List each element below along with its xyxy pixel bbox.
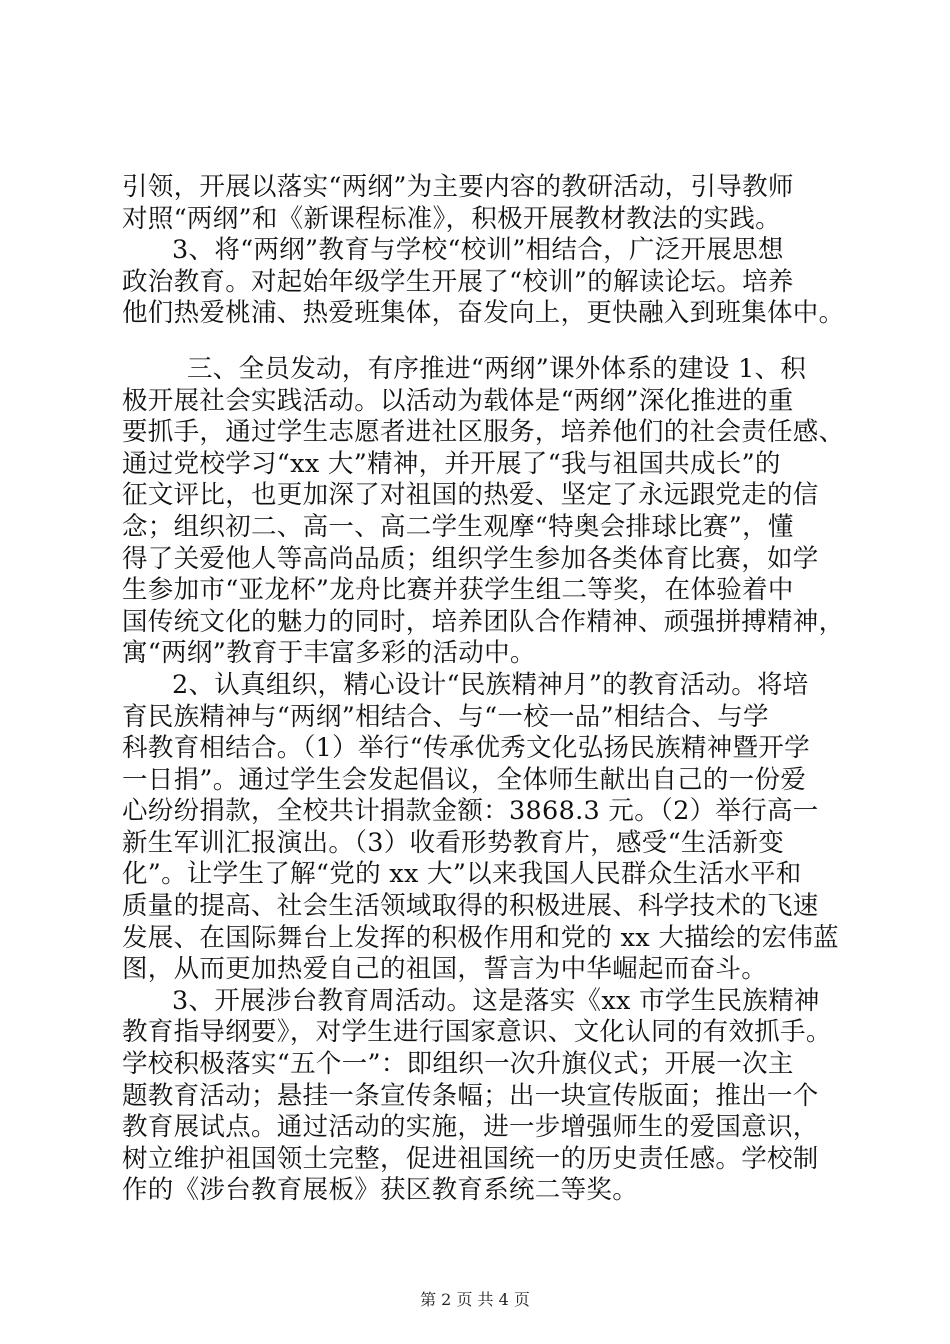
text-line: 得了关爱他人等高尚品质；组织学生参加各类体育比赛，如学	[122, 543, 819, 574]
text-line: 念；组织初二、高一、高二学生观摩“特奥会排球比赛”，懂	[122, 511, 794, 542]
text-line: 3、开展涉台教育周活动。这是落实《xx 市学生民族精神	[172, 985, 820, 1016]
paragraph-group-1	[122, 172, 845, 330]
text-line: 树立维护祖国领土完整，促进祖国统一的历史责任感。学校制	[122, 1143, 819, 1174]
page-number-footer: 第 2 页 共 4 页	[420, 1290, 530, 1309]
text-line: 化”。让学生了解“党的 xx 大”以来我国人民群众生活水平和	[122, 859, 802, 890]
text-line: 作的《涉台教育展板》获区教育系统二等奖。	[122, 1175, 639, 1206]
text-line: 生参加市“亚龙杯”龙舟比赛并获学生组二等奖，在体验着中	[122, 575, 794, 606]
text-line: 2、认真组织，精心设计“民族精神月”的教育活动。将培	[172, 669, 809, 700]
text-line: 教育展试点。通过活动的实施，进一步增强师生的爱国意识，	[122, 1112, 819, 1143]
text-line: 科教育相结合。（1）举行“传承优秀文化弘扬民族精神暨开学	[122, 733, 810, 764]
text-line: 要抓手，通过学生志愿者进社区服务，培养他们的社会责任感、	[122, 417, 845, 448]
text-line: 发展、在国际舞台上发挥的积极作用和党的 xx 大描绘的宏伟蓝	[122, 922, 839, 953]
text-line: 通过党校学习“xx 大”精神，并开展了“我与祖国共成长”的	[122, 448, 781, 479]
text-line: 寓“两纲”教育于丰富多彩的活动中。	[122, 638, 536, 669]
text-line: 征文评比，也更加深了对祖国的热爱、坚定了永远跟党走的信	[122, 480, 819, 511]
text-line: 教育指导纲要》，对学生进行国家意识、文化认同的有效抓手。	[122, 1017, 832, 1048]
text-line: 他们热爱桃浦、热爱班集体，奋发向上，更快融入到班集体中。	[122, 298, 845, 329]
text-line: 国传统文化的魅力的同时，培养团队合作精神、顽强拼搏精神，	[122, 606, 845, 637]
text-line: 三、全员发动，有序推进“两纲”课外体系的建设 1、积	[187, 353, 807, 384]
paragraph-gap	[122, 330, 840, 354]
text-line: 3、将“两纲”教育与学校“校训”相结合，广泛开展思想	[172, 235, 784, 266]
paragraph-group-2	[122, 353, 845, 1207]
text-line: 题教育活动；悬挂一条宣传条幅；出一块宣传版面；推出一个	[122, 1080, 819, 1111]
text-line: 政治教育。对起始年级学生开展了“校训”的解读论坛。培养	[122, 266, 794, 297]
text-line: 一日捐”。通过学生会发起倡议，全体师生献出自己的一份爱	[122, 764, 807, 795]
text-line: 心纷纷捐款，全校共计捐款金额：3868.3 元。（2）举行高一	[122, 796, 819, 827]
text-line: 质量的提高、社会生活领域取得的积极进展、科学技术的飞速	[122, 891, 819, 922]
document-body	[122, 172, 845, 1207]
text-line: 新生军训汇报演出。（3）收看形势教育片，感受“生活新变	[122, 827, 785, 858]
text-line: 引领，开展以落实“两纲”为主要内容的教研活动，引导教师	[122, 172, 794, 202]
text-line: 图，从而更加热爱自己的祖国，誓言为中华崛起而奋斗。	[122, 954, 768, 985]
text-line: 育民族精神与“两纲”相结合、与“一校一品”相结合、与学	[122, 701, 769, 732]
text-line: 学校积极落实“五个一”：即组织一次升旗仪式；开展一次主	[122, 1049, 794, 1080]
text-line: 极开展社会实践活动。以活动为载体是“两纲”深化推进的重	[122, 385, 794, 416]
text-line: 对照“两纲”和《新课程标准》，积极开展教材教法的实践。	[122, 203, 781, 234]
